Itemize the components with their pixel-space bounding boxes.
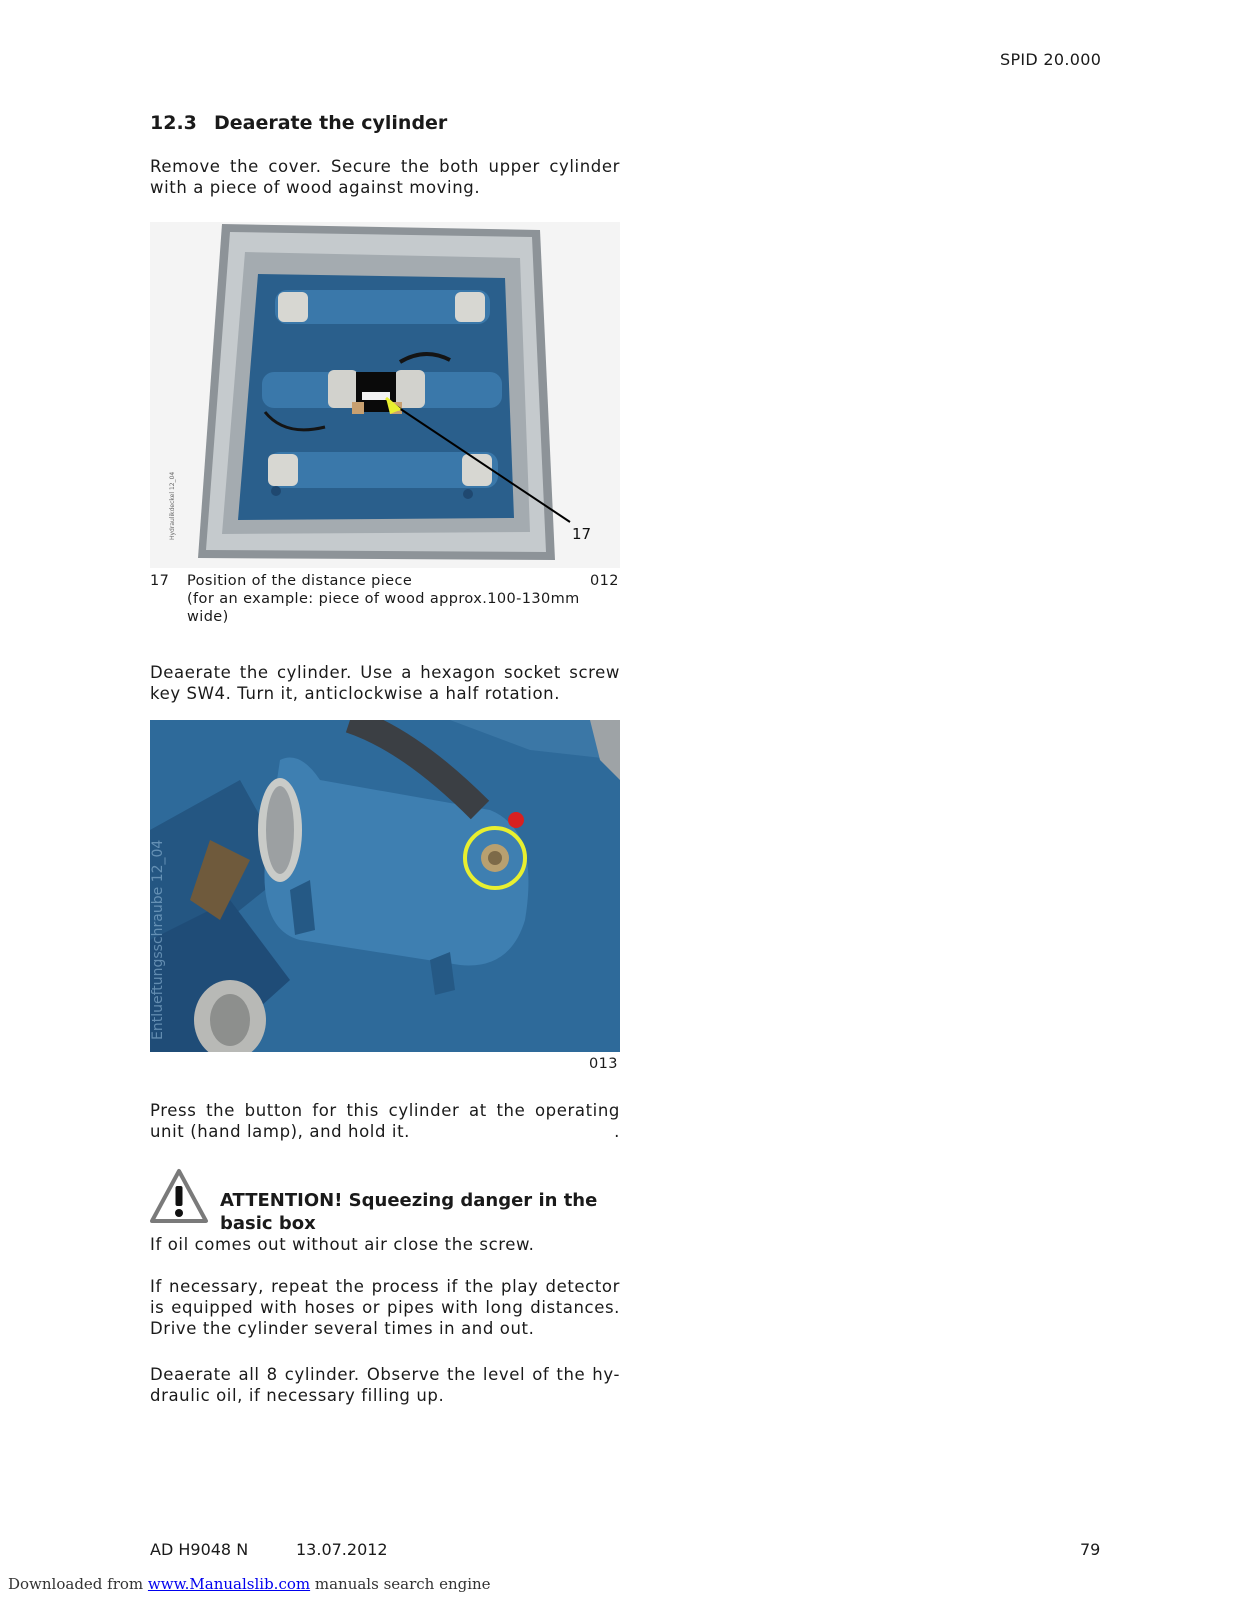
- paragraph-remove-cover: Remove the cover. Secure the both upper cylinder with a piece of wood against moving.: [150, 157, 620, 197]
- paragraph-deaerate-all: Deaerate all 8 cylinder. Observe the level of the hy-draulic oil, if necessary filling up.: [150, 1365, 620, 1405]
- download-prefix: Downloaded from: [8, 1575, 148, 1593]
- section-number: 12.3: [150, 112, 197, 134]
- figure2-number: 013: [589, 1056, 618, 1072]
- document-id: SPID 20.000: [1000, 50, 1102, 69]
- footer-doc-code: AD H9048 N: [150, 1540, 249, 1559]
- paragraph-repeat-process: If necessary, repeat the process if the play detector is equipped with hoses or pipes with long distances. Drive the cylinder several times in and out.: [150, 1277, 620, 1338]
- figure-bleed-screw-photo: [150, 720, 620, 1052]
- figure1-callout-17: 17: [572, 525, 592, 543]
- paragraph-press-button-text: Press the button for this cylinder at the operating unit (hand lamp), and hold it.: [150, 1101, 620, 1141]
- figure1-number: 012: [590, 573, 619, 589]
- paragraph-oil-comes-out: If oil comes out without air close the screw.: [150, 1235, 535, 1254]
- footer-date: 13.07.2012: [296, 1540, 388, 1559]
- attention-title: ATTENTION! Squeezing danger in the basic box: [220, 1190, 598, 1234]
- figure1-caption-number: 17: [150, 573, 170, 589]
- warning-triangle-icon: [149, 1168, 209, 1224]
- cylinder-box-photo: [150, 222, 620, 568]
- bleed-screw-photo: [150, 720, 620, 1052]
- manualslib-link[interactable]: www.Manualslib.com: [147, 1575, 311, 1593]
- paragraph-press-button: [150, 1100, 620, 1142]
- paragraph-deaerate: Deaerate the cylinder. Use a hexagon socket screw key SW4. Turn it, anticlockwise a half rotation.: [150, 663, 620, 703]
- figure1-caption-line2: (for an example: piece of wood approx.100-130mm wide): [187, 591, 580, 625]
- figure1-side-label: Hydraulikdeckel 12_04: [169, 471, 176, 540]
- download-note: [8, 1575, 491, 1593]
- section-heading: [150, 112, 447, 134]
- paragraph-press-button-end: .: [614, 1122, 620, 1141]
- page-number: 79: [1080, 1540, 1101, 1559]
- download-suffix: manuals search engine: [310, 1575, 491, 1593]
- figure-cylinder-box-photo: [150, 222, 620, 568]
- figure2-side-label: Entlueftungsschraube 12_04: [150, 839, 166, 1040]
- section-title: Deaerate the cylinder: [214, 112, 448, 134]
- figure1-caption-line1: Position of the distance piece: [187, 573, 413, 589]
